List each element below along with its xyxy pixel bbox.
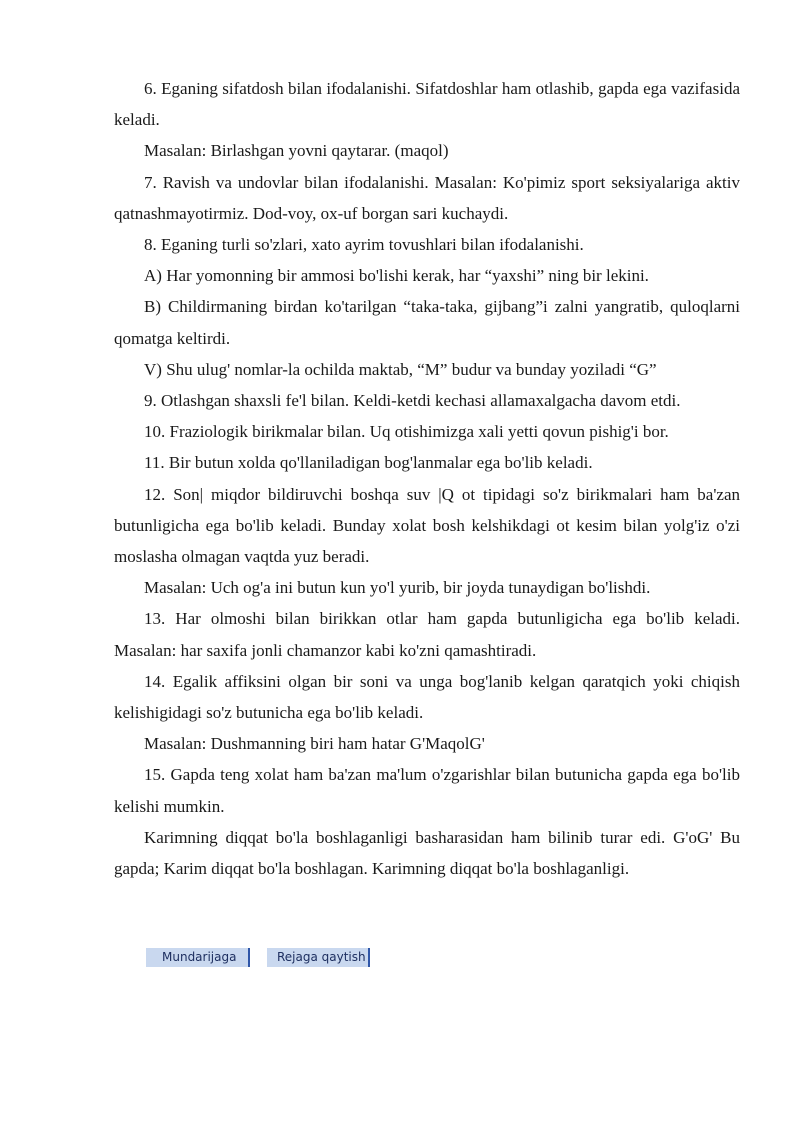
document-body: [114, 73, 740, 884]
paragraph: 7. Ravish va undovlar bilan ifodalanishi. Masalan: Ko'pimiz sport seksiyalariga aktiv qatnashmayotirmiz. Dod-voy, ox-uf borgan sari kuchaydi.: [114, 172, 740, 223]
paragraph: Masalan: Birlashgan yovni qaytarar. (maqol): [144, 141, 449, 161]
paragraph: 13. Har olmoshi bilan birikkan otlar ham gapda butunligicha ega bo'lib keladi. Masalan: har saxifa jonli chamanzor kabi ko'zni qamashtiradi.: [114, 609, 740, 660]
paragraph: 12. Son| miqdor bildiruvchi boshqa suv |Q ot tipidagi so'z birikmalari ham ba'zan butunligicha ega bo'lib keladi. Bunday xolat bosh kelshikdagi ot kesim bilan yolg'iz o'zi moslasha olmagan vaqtda yuz beradi.: [114, 484, 740, 567]
paragraph: 8. Eganing turli so'zlari, xato ayrim tovushlari bilan ifodalanishi.: [144, 235, 584, 255]
contents-link-button[interactable]: Mundarijaga: [146, 948, 250, 967]
paragraph: 15. Gapda teng xolat ham ba'zan ma'lum o'zgarishlar bilan butunicha gapda ega bo'lib kelishi mumkin.: [114, 765, 740, 816]
paragraph: 9. Otlashgan shaxsli fe'l bilan. Keldi-ketdi kechasi allamaxalgacha davom etdi.: [144, 391, 681, 411]
paragraph: Masalan: Dushmanning biri ham hatar G'MaqolG': [144, 734, 485, 754]
paragraph: Masalan: Uch og'a ini butun kun yo'l yurib, bir joyda tunaydigan bo'lishdi.: [144, 578, 651, 598]
paragraph: 6. Eganing sifatdosh bilan ifodalanishi. Sifatdoshlar ham otlashib, gapda ega vazifasida keladi.: [114, 79, 740, 130]
paragraph: Karimning diqqat bo'la boshlaganligi basharasidan ham bilinib turar edi. G'oG' Bu gapda; Karim diqqat bo'la boshlagan. Karimning diqqat bo'la boshlaganligi.: [114, 827, 740, 879]
back-to-plan-link-button[interactable]: Rejaga qaytish: [267, 948, 370, 967]
paragraph: 14. Egalik affiksini olgan bir soni va unga bog'lanib kelgan qaratqich yoki chiqish kelishigidagi so'z butunicha ega bo'lib keladi.: [114, 671, 740, 723]
paragraph: A) Har yomonning bir ammosi bo'lishi kerak, har “yaxshi” ning bir lekini.: [144, 266, 649, 286]
paragraph: V) Shu ulug' nomlar-la ochilda maktab, “M” budur va bunday yoziladi “G”: [144, 359, 657, 379]
paragraph: 11. Bir butun xolda qo'llaniladigan bog'lanmalar ega bo'lib keladi.: [144, 453, 593, 473]
paragraph: 10. Fraziologik birikmalar bilan. Uq otishimizga xali yetti qovun pishig'i bor.: [144, 422, 669, 442]
paragraph: B) Childirmaning birdan ko'tarilgan “taka-taka, gijbang”i zalni yangratib, quloqlarni qomatga keltirdi.: [114, 297, 740, 348]
